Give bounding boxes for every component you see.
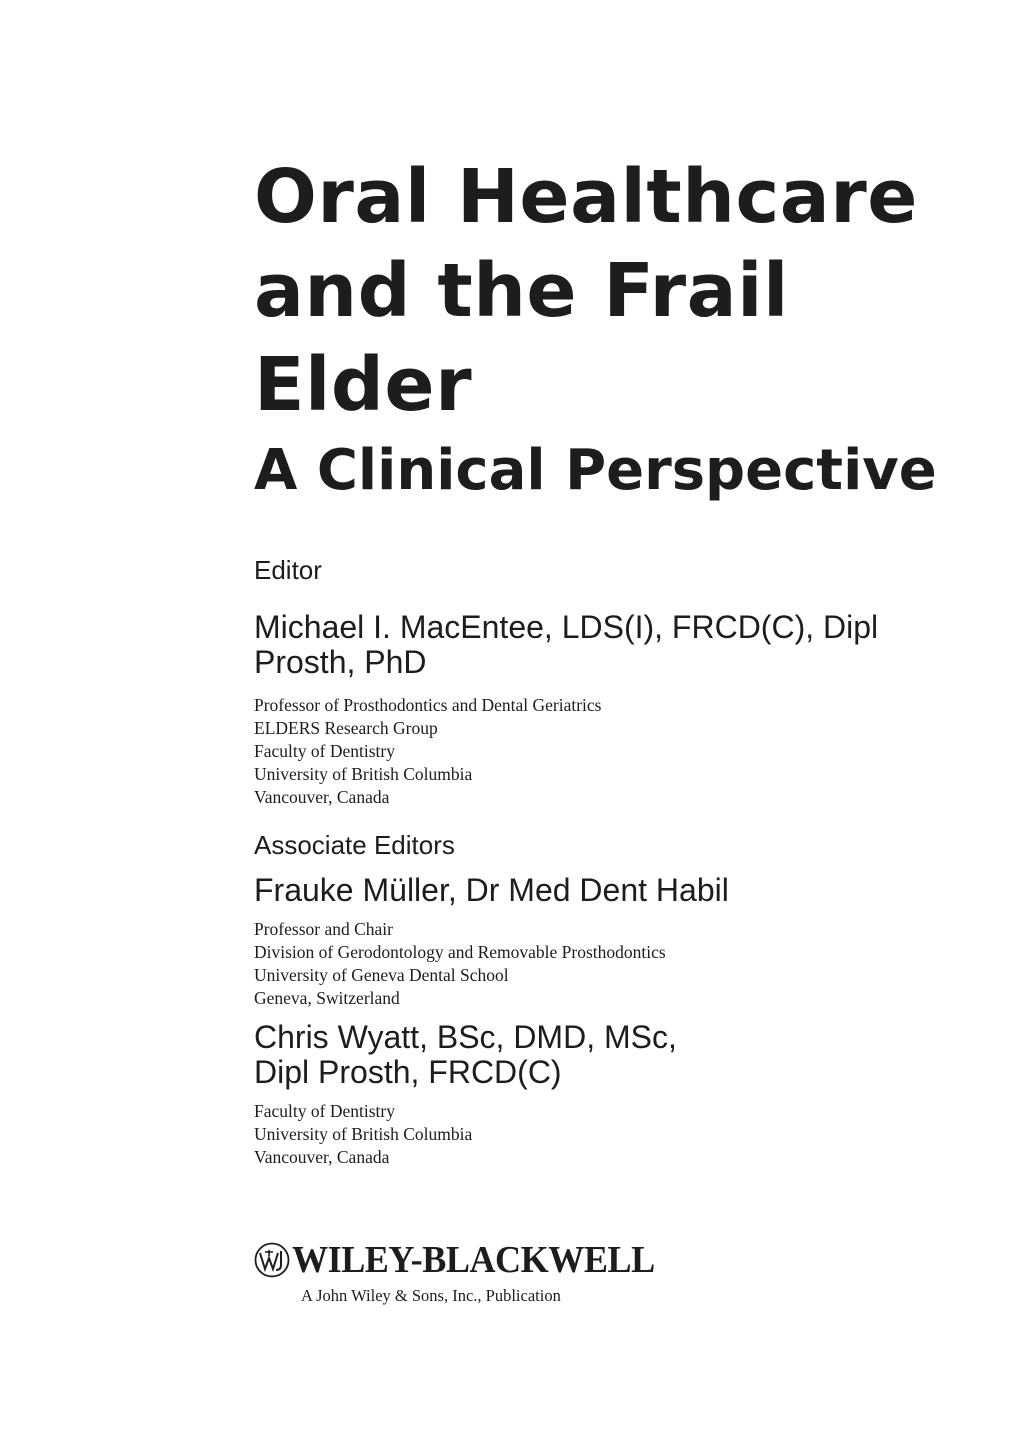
affiliation-line: ELDERS Research Group [254,718,438,738]
associate-editor-name-line: Frauke Müller, Dr Med Dent Habil [254,872,729,908]
affiliation-line: University of British Columbia [254,1124,473,1144]
editor-name-line: Michael I. MacEntee, LDS(I), FRCD(C), Dipl [254,609,879,645]
title-page-content [254,150,954,1169]
publisher-imprint: A John Wiley & Sons, Inc., Publication [301,1286,561,1305]
associate-editor-name [254,873,954,908]
affiliation-line: Division of Gerodontology and Removable Prosthodontics [254,942,666,962]
affiliation-line: Professor and Chair [254,919,394,939]
publisher-block [254,1238,714,1307]
editor-name [254,610,954,680]
associate-editor-affiliation [254,918,954,1010]
book-title-line: and the Frail [254,248,789,334]
affiliation-line: Geneva, Switzerland [254,988,400,1008]
editor-affiliation [254,694,954,809]
affiliation-line: Faculty of Dentistry [254,741,395,761]
publisher-name: WILEY-BLACKWELL [292,1239,655,1281]
affiliation-line: Professor of Prosthodontics and Dental Geriatrics [254,695,602,715]
associate-editors-heading: Associate Editors [254,830,455,860]
associate-editor-name-line: Chris Wyatt, BSc, DMD, MSc, [254,1019,677,1055]
book-title [254,150,954,432]
book-title-line: Elder [254,342,473,428]
affiliation-line: Vancouver, Canada [254,1147,390,1167]
affiliation-line: Faculty of Dentistry [254,1101,395,1121]
associate-editor-name [254,1020,954,1090]
associate-editor-affiliation [254,1100,954,1169]
affiliation-line: University of British Columbia [254,764,473,784]
editor-name-line: Prosth, PhD [254,644,427,680]
book-title-line: Oral Healthcare [254,154,918,240]
book-subtitle: A Clinical Perspective [254,438,937,503]
associate-editor-name-line: Dipl Prosth, FRCD(C) [254,1054,562,1090]
publisher-logo [254,1238,714,1282]
affiliation-line: Vancouver, Canada [254,787,390,807]
editor-role-heading: Editor [254,555,322,585]
wiley-logo-icon [254,1242,290,1278]
affiliation-line: University of Geneva Dental School [254,965,509,985]
